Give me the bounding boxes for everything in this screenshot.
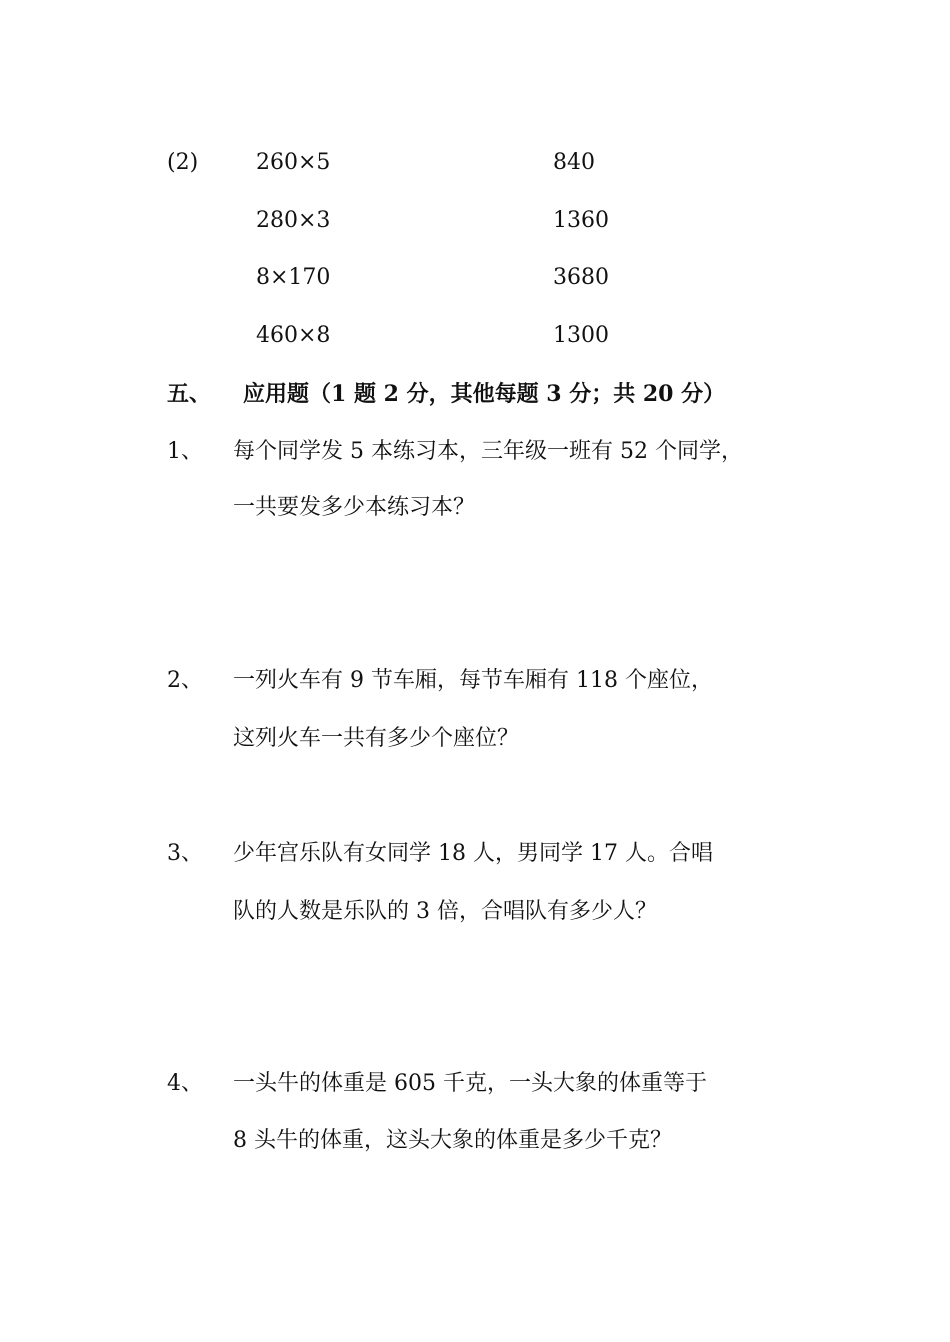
problem-text-line: 少年宫乐队有女同学 18 人，男同学 17 人。合唱 <box>233 841 713 866</box>
problem-number: 4、 <box>167 1071 203 1096</box>
problem-text-line: 一头牛的体重是 605 千克，一头大象的体重等于 <box>233 1071 707 1096</box>
matching-left-item: 8×170 <box>256 265 331 290</box>
problem-number: 2、 <box>167 668 203 693</box>
section-title: 应用题（1 题 2 分，其他每题 3 分；共 20 分） <box>243 381 726 407</box>
section-number: 五、 <box>167 381 212 407</box>
problem-text-line: 一共要发多少本练习本？ <box>233 495 476 520</box>
problem-text-line: 8 头牛的体重，这头大象的体重是多少千克？ <box>233 1128 672 1153</box>
problem-text-line: 这列火车一共有多少个座位？ <box>233 726 520 751</box>
problem-number: 1、 <box>167 439 203 464</box>
matching-label: (2) <box>167 150 199 175</box>
problem-text-line: 队的人数是乐队的 3 倍，合唱队有多少人？ <box>233 899 657 924</box>
matching-left-item: 280×3 <box>256 208 331 233</box>
matching-right-item: 1300 <box>553 323 609 348</box>
matching-left-item: 460×8 <box>256 323 331 348</box>
problem-text-line: 每个同学发 5 本练习本，三年级一班有 52 个同学， <box>233 439 743 464</box>
problem-number: 3、 <box>167 841 203 866</box>
matching-right-item: 1360 <box>553 208 609 233</box>
matching-right-item: 3680 <box>553 265 609 290</box>
matching-left-item: 260×5 <box>256 150 331 175</box>
problem-text-line: 一列火车有 9 节车厢，每节车厢有 118 个座位， <box>233 668 713 693</box>
matching-right-item: 840 <box>553 150 595 175</box>
